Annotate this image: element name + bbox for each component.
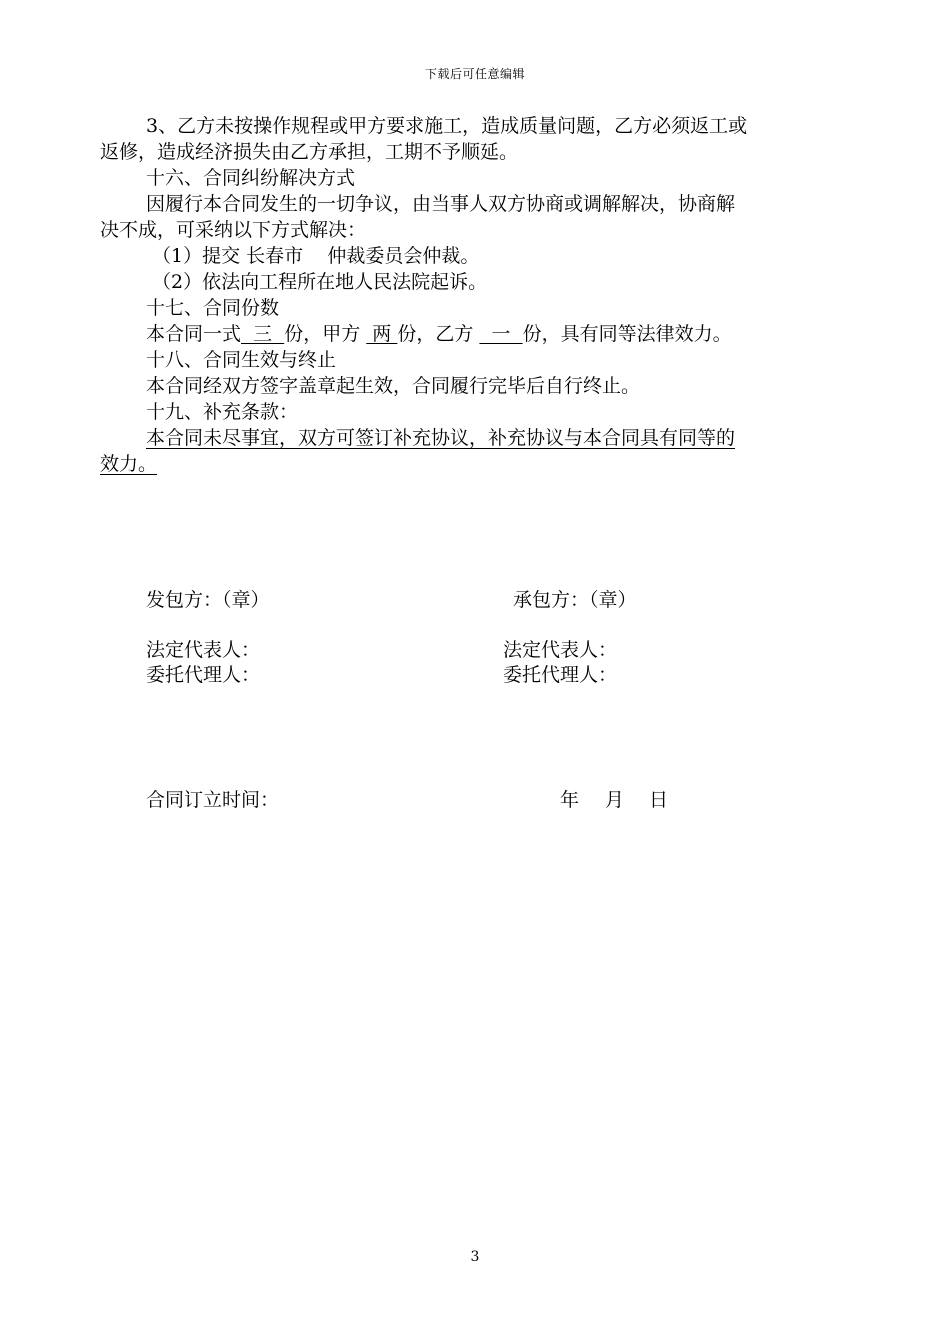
signing-date-month: 月 [605,789,625,811]
contractor-legal-rep: 法定代表人： [503,639,618,661]
section-17-title: 十七、合同份数 [146,297,280,319]
signing-date-day: 日 [649,789,669,811]
issuer-seal: 发包方：（章） [146,589,270,611]
copies-text-3: 份，乙方 [397,323,474,345]
copies-party-b: 一 [479,323,523,345]
copies-text-2: 份，甲方 [284,323,361,345]
arbitration-city: 长春市 [246,245,304,267]
section-19-title: 十九、补充条款： [146,401,299,423]
section-19-line-1 [100,425,845,451]
section-18-title: 十八、合同生效与终止 [146,349,337,371]
contractor-seal: 承包方：（章） [513,589,637,611]
section-19-line-2-text: 效力。 [100,453,158,475]
copies-total: 三 [241,323,285,345]
copies-party-a: 两 [366,323,398,345]
section-16-option-2: （2）依法向工程所在地人民法院起诉。 [152,271,488,293]
page-number: 3 [470,1249,480,1265]
section-19-line-1-text: 本合同未尽事宜，双方可签订补充协议，补充协议与本合同具有同等的 [146,427,736,449]
contractor-agent: 委托代理人： [503,664,618,686]
section-17-text [100,321,845,347]
signing-date-label: 合同订立时间： [146,789,280,811]
section-16-line-2: 决不成，可采纳以下方式解决： [100,219,367,241]
signing-date-year: 年 [560,789,580,811]
issuer-legal-rep: 法定代表人： [146,639,261,661]
section-18-text: 本合同经双方签字盖章起生效，合同履行完毕后自行终止。 [146,375,641,397]
page-header: 下载后可任意编辑 [424,67,525,81]
contract-body [100,113,845,477]
option-1-prefix: （1）提交 [152,245,241,267]
issuer-agent: 委托代理人： [146,664,261,686]
copies-text-4: 份，具有同等法律效力。 [522,323,732,345]
section-19-line-2 [100,451,845,477]
section-16-option-1 [100,243,845,269]
option-1-suffix: 仲裁委员会仲裁。 [327,245,480,267]
section-16-line-1: 因履行本合同发生的一切争议，由当事人双方协商或调解解决，协商解 [146,193,736,215]
section-16-title: 十六、合同纠纷解决方式 [146,167,356,189]
clause-3-line-2: 返修，造成经济损失由乙方承担，工期不予顺延。 [100,141,519,163]
copies-text-1: 本合同一式 [146,323,242,345]
clause-3-line-1: 3、乙方未按操作规程或甲方要求施工，造成质量问题，乙方必须返工或 [146,115,748,137]
